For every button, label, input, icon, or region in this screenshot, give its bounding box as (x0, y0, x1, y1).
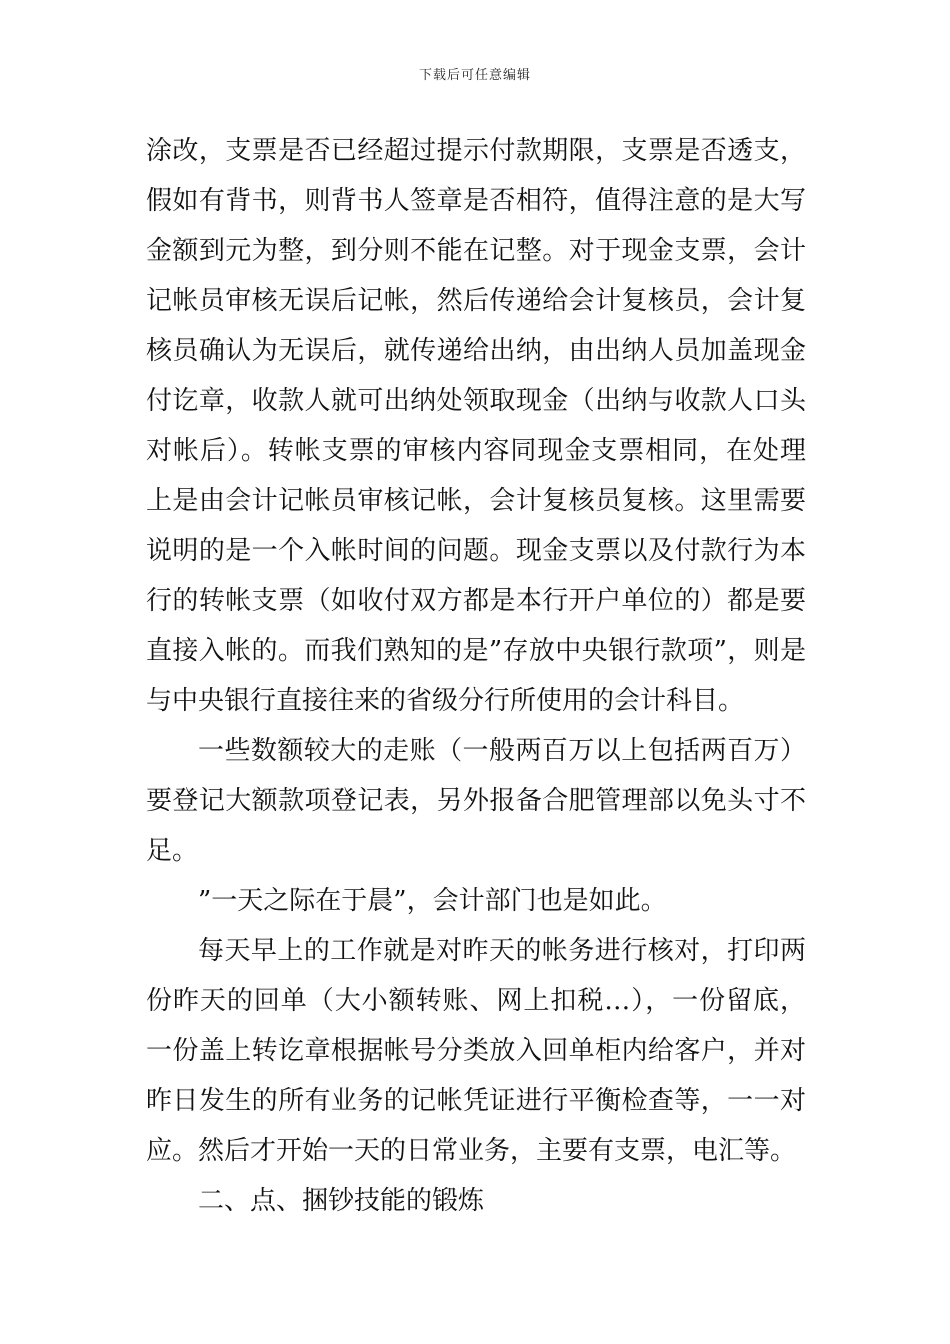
paragraph-morning-work: 每天早上的工作就是对昨天的帐务进行核对，打印两份昨天的回单（大小额转账、网上扣税…），一份留底，一份盖上转讫章根据帐号分类放入回单柜内给客户，并对昨日发生的所有业务的记帐凭证进行平衡检查等，一一对应。然后才开始一天的日常业务，主要有支票，电汇等。 (146, 936, 806, 1166)
paragraph-large-transfers: 一些数额较大的走账（一般两百万以上包括两百万）要登记大额款项登记表，另外报备合肥管理部以免头寸不足。 (146, 736, 806, 866)
page-header: 下载后可任意编辑 (418, 68, 531, 83)
section-heading-cash-skills: 二、点、捆钞技能的锻炼 (198, 1186, 485, 1216)
document-body (146, 126, 806, 1226)
paragraph-morning-quote: ”一天之际在于晨”，会计部门也是如此。 (198, 886, 667, 916)
paragraph-cheque-review: 涂改，支票是否已经超过提示付款期限，支票是否透支，假如有背书，则背书人签章是否相符，值得注意的是大写金额到元为整，到分则不能在记整。对于现金支票，会计记帐员审核无误后记帐，然后传递给会计复核员，会计复核员确认为无误后，就传递给出纳，由出纳人员加盖现金付讫章，收款人就可出纳处领取现金（出纳与收款人口头对帐后）。转帐支票的审核内容同现金支票相同，在处理上是由会计记帐员审核记帐，会计复核员复核。这里需要说明的是一个入帐时间的问题。现金支票以及付款行为本行的转帐支票（如收付双方都是本行开户单位的）都是要直接入帐的。而我们熟知的是”存放中央银行款项”，则是与中央银行直接往来的省级分行所使用的会计科目。 (146, 136, 806, 716)
